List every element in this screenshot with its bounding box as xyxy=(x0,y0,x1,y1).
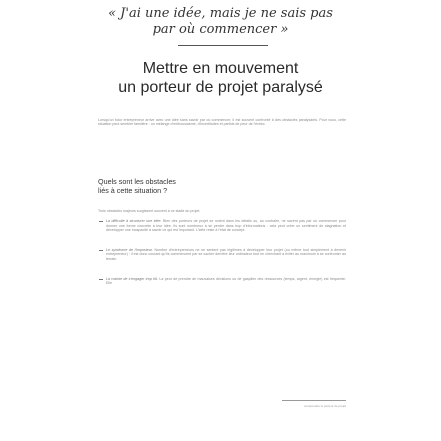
obstacle-item xyxy=(98,277,346,286)
intro-paragraph: Lorsqu'un futur entrepreneur arrive avec une idée sans savoir par où commencer, il est souvent confronté à des obstacles paralysants. Pour vous, cette situation peut sembler familière : un mélange d'enthousiasme, d'incertitudes et parfois de peur de l'échec. xyxy=(98,117,346,127)
page-title-line-2: un porteur de projet paralysé xyxy=(118,79,323,96)
quote-line-2: par où commencer » xyxy=(152,22,289,37)
obstacle-lead: La difficulté à structurer une idée. xyxy=(106,219,162,223)
obstacle-item xyxy=(98,219,346,233)
section-heading-line-1: Quels sont les obstacles xyxy=(98,177,176,186)
obstacle-list xyxy=(98,219,346,286)
section-heading-line-2: liés à cette situation ? xyxy=(98,186,168,195)
section-lead: Trois obstacles majeurs surgissent souvent à ce stade du projet. xyxy=(98,209,201,213)
quote-line-1: « J'ai une idée, mais je ne sais pas xyxy=(108,6,333,21)
obstacle-text: Bien des porteurs de projet se noient dans les détails ou, au contraire, ne savent pas par où commencer pour donner une forme concrète à leur idée. Ils sont nombreux à se perdre dans trop d'informations : cela peut créer un sentiment de stagnation et développer une incapacité à savoir ce qui est important. L'idée reste à l'état de concept. xyxy=(106,219,347,233)
obstacle-lead: La crainte de s'engager trop tôt. xyxy=(106,276,159,281)
obstacle-lead: Le syndrome de l'imposteur. xyxy=(106,247,153,252)
running-footer: comprendre le porteur de projet xyxy=(303,404,346,408)
obstacle-item xyxy=(98,248,346,262)
obstacle-text: Nombre d'entrepreneurs ne se sentent pas légitimes à développer leur projet (ou même tout simplement à devenir entrepreneur) : il est donc courant qu'ils commencent par se cacher derrière leur ordinateur tout en cherchant à éviter au maximum à se confronter au terrain. xyxy=(106,247,347,261)
page-title-line-1: Mettre en mouvement xyxy=(142,60,299,77)
footer-divider xyxy=(282,400,346,401)
section-heading xyxy=(98,177,298,195)
quote-divider xyxy=(178,45,268,46)
opening-quote xyxy=(0,6,441,38)
obstacle-text: La peur de prendre de mauvaises décisions ou de gaspiller des ressources (temps, argent, énergie) est fréquente. Elle xyxy=(106,276,346,286)
